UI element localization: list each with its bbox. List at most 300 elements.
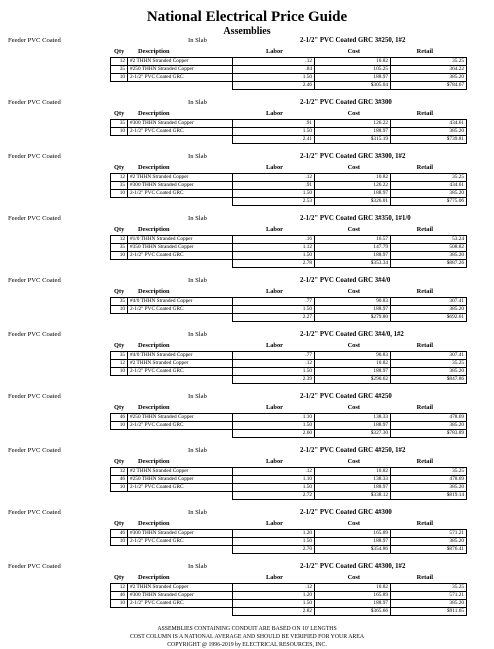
cell-retail: 385.20 [391, 484, 467, 492]
table-row [111, 58, 467, 66]
table-row [111, 360, 467, 368]
column-header-labor: Labor [265, 110, 283, 117]
column-headers [0, 47, 494, 57]
total-cost: $365.66 [315, 608, 391, 616]
column-header-qty: Qty [114, 48, 125, 55]
total-labor: 2.82 [233, 608, 315, 616]
section-location: In Slab [188, 99, 207, 106]
column-headers [0, 287, 494, 297]
column-header-cost: Cost [347, 110, 360, 117]
cell-retail: 35.25 [391, 468, 467, 476]
cell-qty: 12 [111, 584, 128, 592]
total-row [111, 430, 467, 438]
cell-labor: 1.50 [233, 74, 315, 82]
column-headers [0, 341, 494, 351]
column-header-qty: Qty [114, 164, 125, 171]
total-retail: $775.06 [391, 198, 467, 206]
table-row [111, 600, 467, 608]
cell-cost: 188.97 [315, 422, 391, 430]
cell-retail: 385.20 [391, 306, 467, 314]
column-header-cost: Cost [347, 288, 360, 295]
cell-labor: 1.12 [233, 244, 315, 252]
cell-cost: 188.97 [315, 190, 391, 198]
total-labor: 2.46 [233, 82, 315, 90]
blank-cell [111, 492, 128, 500]
cell-cost: 90.83 [315, 352, 391, 360]
cell-retail: 385.20 [391, 128, 467, 136]
section-phase: Feeder PVC Coated [8, 331, 61, 338]
blank-cell [128, 546, 233, 554]
section-phase: Feeder PVC Coated [8, 277, 61, 284]
cell-description: 2-1/2" PVC Coated GRC [128, 422, 233, 430]
blank-cell [128, 492, 233, 500]
cell-description: #2 THHN Stranded Copper [128, 468, 233, 476]
assembly-items-table [110, 173, 467, 206]
blank-cell [128, 198, 233, 206]
total-row [111, 492, 467, 500]
column-header-description: Description [138, 458, 170, 465]
section-location: In Slab [188, 563, 207, 570]
cell-description: #4/0 THHN Stranded Copper [128, 298, 233, 306]
section-phase: Feeder PVC Coated [8, 509, 61, 516]
section-assembly-title: 2-1/2" PVC Coated GRC 4#300 [300, 509, 392, 516]
cell-labor: 1.20 [233, 592, 315, 600]
column-header-cost: Cost [347, 226, 360, 233]
cell-qty: 12 [111, 236, 128, 244]
blank-cell [128, 82, 233, 90]
section-location: In Slab [188, 153, 207, 160]
column-header-description: Description [138, 48, 170, 55]
cell-description: #2 THHN Stranded Copper [128, 58, 233, 66]
cell-retail: 434.61 [391, 120, 467, 128]
section-phase: Feeder PVC Coated [8, 563, 61, 570]
cell-qty: 46 [111, 592, 128, 600]
cell-labor: 1.50 [233, 538, 315, 546]
total-cost: $279.80 [315, 314, 391, 322]
column-headers [0, 519, 494, 529]
cell-qty: 46 [111, 414, 128, 422]
cell-description: 2-1/2" PVC Coated GRC [128, 600, 233, 608]
section-assembly-title: 2-1/2" PVC Coated GRC 3#300 [300, 99, 392, 106]
cell-description: 2-1/2" PVC Coated GRC [128, 190, 233, 198]
total-row [111, 260, 467, 268]
blank-cell [111, 430, 128, 438]
cell-qty: 10 [111, 252, 128, 260]
cell-qty: 46 [111, 476, 128, 484]
footer-line: COPYRIGHT @ 1996-2019 by ELECTRICAL RESOURCES, INC. [167, 642, 327, 648]
table-row [111, 414, 467, 422]
cell-cost: 147.79 [315, 244, 391, 252]
column-header-retail: Retail [416, 110, 433, 117]
page-footer [0, 625, 494, 649]
column-header-labor: Labor [265, 574, 283, 581]
column-header-description: Description [138, 404, 170, 411]
cell-retail: 385.20 [391, 538, 467, 546]
cell-qty: 35 [111, 182, 128, 190]
cell-cost: 188.97 [315, 484, 391, 492]
column-header-retail: Retail [416, 574, 433, 581]
cell-cost: 126.22 [315, 120, 391, 128]
total-row [111, 608, 467, 616]
assembly-items-table [110, 57, 467, 90]
cell-labor: 1.50 [233, 252, 315, 260]
cell-retail: 385.20 [391, 190, 467, 198]
cell-retail: 53.24 [391, 236, 467, 244]
assembly-items-table [110, 297, 467, 322]
cell-labor: .91 [233, 120, 315, 128]
section-phase: Feeder PVC Coated [8, 393, 61, 400]
assembly-section [0, 213, 494, 275]
section-header [0, 445, 494, 456]
assembly-section [0, 97, 494, 151]
section-assembly-title: 2-1/2" PVC Coated GRC 3#350, 1#1/0 [300, 215, 411, 222]
column-header-cost: Cost [347, 574, 360, 581]
cell-description: #350 THHN Stranded Copper [128, 244, 233, 252]
column-header-labor: Labor [265, 520, 283, 527]
column-header-description: Description [138, 342, 170, 349]
column-headers [0, 457, 494, 467]
footer-line: ASSEMBLIES CONTAINING CONDUIT ARE BASED ON 10' LENGTHS [157, 626, 337, 632]
cell-description: 2-1/2" PVC Coated GRC [128, 252, 233, 260]
table-row [111, 368, 467, 376]
cell-labor: .12 [233, 360, 315, 368]
column-header-retail: Retail [416, 164, 433, 171]
cell-retail: 385.20 [391, 422, 467, 430]
total-cost: $353.34 [315, 260, 391, 268]
cell-description: #2 THHN Stranded Copper [128, 174, 233, 182]
cell-retail: 364.22 [391, 66, 467, 74]
cell-retail: 307.41 [391, 298, 467, 306]
cell-cost: 10.82 [315, 360, 391, 368]
section-header [0, 329, 494, 340]
column-header-description: Description [138, 110, 170, 117]
cell-labor: .12 [233, 468, 315, 476]
table-row [111, 190, 467, 198]
cell-retail: 434.61 [391, 182, 467, 190]
section-location: In Slab [188, 37, 207, 44]
section-location: In Slab [188, 215, 207, 222]
table-row [111, 174, 467, 182]
cell-description: #4/0 THHN Stranded Copper [128, 352, 233, 360]
total-cost: $354.86 [315, 546, 391, 554]
column-header-description: Description [138, 574, 170, 581]
cell-qty: 10 [111, 74, 128, 82]
cell-retail: 385.20 [391, 74, 467, 82]
assembly-section [0, 507, 494, 561]
table-row [111, 120, 467, 128]
column-header-qty: Qty [114, 520, 125, 527]
section-header [0, 507, 494, 518]
cell-labor: .77 [233, 298, 315, 306]
column-header-qty: Qty [114, 288, 125, 295]
total-labor: 2.27 [233, 314, 315, 322]
blank-cell [111, 608, 128, 616]
cell-labor: 1.50 [233, 600, 315, 608]
total-row [111, 546, 467, 554]
section-phase: Feeder PVC Coated [8, 447, 61, 454]
blank-cell [111, 376, 128, 384]
cell-cost: 10.82 [315, 468, 391, 476]
cell-retail: 478.69 [391, 414, 467, 422]
section-header [0, 391, 494, 402]
column-header-labor: Labor [265, 404, 283, 411]
cell-labor: .84 [233, 66, 315, 74]
total-row [111, 82, 467, 90]
table-row [111, 182, 467, 190]
cell-retail: 478.69 [391, 476, 467, 484]
cell-description: #1/0 THHN Stranded Copper [128, 236, 233, 244]
column-header-retail: Retail [416, 288, 433, 295]
section-assembly-title: 2-1/2" PVC Coated GRC 3#300, 1#2 [300, 153, 406, 160]
page-subtitle: Assemblies [223, 26, 271, 37]
column-header-cost: Cost [347, 164, 360, 171]
section-header [0, 561, 494, 572]
cell-qty: 12 [111, 360, 128, 368]
blank-cell [128, 376, 233, 384]
column-header-retail: Retail [416, 342, 433, 349]
table-row [111, 468, 467, 476]
cell-qty: 10 [111, 128, 128, 136]
assembly-items-table [110, 119, 467, 144]
section-location: In Slab [188, 277, 207, 284]
cell-cost: 10.82 [315, 58, 391, 66]
cell-description: 2-1/2" PVC Coated GRC [128, 128, 233, 136]
total-retail: $911.65 [391, 608, 467, 616]
section-header [0, 213, 494, 224]
cell-cost: 105.25 [315, 66, 391, 74]
cell-labor: 1.50 [233, 306, 315, 314]
cell-labor: 1.50 [233, 484, 315, 492]
table-row [111, 592, 467, 600]
blank-cell [111, 260, 128, 268]
cell-labor: .12 [233, 58, 315, 66]
cell-qty: 10 [111, 538, 128, 546]
column-header-labor: Labor [265, 458, 283, 465]
cell-labor: 1.50 [233, 368, 315, 376]
total-cost: $327.30 [315, 430, 391, 438]
column-header-qty: Qty [114, 226, 125, 233]
total-cost: $338.12 [315, 492, 391, 500]
total-row [111, 314, 467, 322]
table-row [111, 484, 467, 492]
blank-cell [128, 136, 233, 144]
column-header-cost: Cost [347, 458, 360, 465]
table-row [111, 476, 467, 484]
total-labor: 2.60 [233, 430, 315, 438]
total-labor: 2.70 [233, 546, 315, 554]
cell-cost: 188.97 [315, 600, 391, 608]
cell-retail: 385.20 [391, 600, 467, 608]
blank-cell [128, 314, 233, 322]
cell-cost: 188.97 [315, 252, 391, 260]
column-header-cost: Cost [347, 48, 360, 55]
column-header-qty: Qty [114, 342, 125, 349]
section-assembly-title: 2-1/2" PVC Coated GRC 4#300, 1#2 [300, 563, 406, 570]
cell-description: 2-1/2" PVC Coated GRC [128, 74, 233, 82]
section-phase: Feeder PVC Coated [8, 99, 61, 106]
cell-cost: 138.33 [315, 414, 391, 422]
table-row [111, 352, 467, 360]
cell-retail: 307.41 [391, 352, 467, 360]
cell-description: #300 THHN Stranded Copper [128, 592, 233, 600]
cell-labor: .12 [233, 584, 315, 592]
table-row [111, 538, 467, 546]
blank-cell [128, 608, 233, 616]
assembly-items-table [110, 583, 467, 616]
total-labor: 2.39 [233, 376, 315, 384]
total-labor: 2.53 [233, 198, 315, 206]
section-assembly-title: 2-1/2" PVC Coated GRC 3#250, 1#2 [300, 37, 406, 44]
assembly-section [0, 151, 494, 213]
cell-cost: 10.82 [315, 174, 391, 182]
table-row [111, 252, 467, 260]
cell-labor: 1.50 [233, 422, 315, 430]
cell-description: #300 THHN Stranded Copper [128, 182, 233, 190]
cell-cost: 188.97 [315, 538, 391, 546]
total-cost: $326.01 [315, 198, 391, 206]
total-retail: $783.89 [391, 430, 467, 438]
blank-cell [111, 82, 128, 90]
assembly-items-table [110, 351, 467, 384]
table-row [111, 66, 467, 74]
blank-cell [111, 198, 128, 206]
section-phase: Feeder PVC Coated [8, 153, 61, 160]
column-headers [0, 109, 494, 119]
column-headers [0, 573, 494, 583]
cell-description: 2-1/2" PVC Coated GRC [128, 484, 233, 492]
section-location: In Slab [188, 393, 207, 400]
cell-retail: 35.25 [391, 174, 467, 182]
cell-cost: 188.97 [315, 74, 391, 82]
cell-labor: 1.20 [233, 530, 315, 538]
section-location: In Slab [188, 447, 207, 454]
blank-cell [128, 430, 233, 438]
cell-description: #300 THHN Stranded Copper [128, 120, 233, 128]
section-phase: Feeder PVC Coated [8, 37, 61, 44]
cell-description: #250 THHN Stranded Copper [128, 476, 233, 484]
column-header-qty: Qty [114, 110, 125, 117]
cell-retail: 385.20 [391, 252, 467, 260]
cell-cost: 165.89 [315, 592, 391, 600]
total-retail: $847.86 [391, 376, 467, 384]
cell-labor: .91 [233, 182, 315, 190]
total-retail: $784.67 [391, 82, 467, 90]
total-labor: 2.78 [233, 260, 315, 268]
table-row [111, 306, 467, 314]
cell-cost: 138.33 [315, 476, 391, 484]
table-row [111, 530, 467, 538]
blank-cell [111, 136, 128, 144]
column-header-qty: Qty [114, 458, 125, 465]
cell-qty: 12 [111, 58, 128, 66]
assembly-section [0, 561, 494, 623]
cell-labor: 1.50 [233, 190, 315, 198]
cell-cost: 188.97 [315, 368, 391, 376]
cell-cost: 188.97 [315, 306, 391, 314]
column-header-labor: Labor [265, 288, 283, 295]
cell-retail: 35.25 [391, 58, 467, 66]
column-headers [0, 163, 494, 173]
cell-retail: 35.25 [391, 584, 467, 592]
table-row [111, 236, 467, 244]
blank-cell [111, 546, 128, 554]
column-header-retail: Retail [416, 458, 433, 465]
column-header-qty: Qty [114, 404, 125, 411]
cell-labor: 1.10 [233, 414, 315, 422]
cell-labor: .77 [233, 352, 315, 360]
section-assembly-title: 2-1/2" PVC Coated GRC 3#4/0, 1#2 [300, 331, 404, 338]
column-header-retail: Retail [416, 48, 433, 55]
column-header-description: Description [138, 226, 170, 233]
assembly-items-table [110, 235, 467, 268]
column-header-cost: Cost [347, 342, 360, 349]
cell-qty: 35 [111, 352, 128, 360]
column-header-description: Description [138, 520, 170, 527]
assembly-items-table [110, 529, 467, 554]
cell-qty: 10 [111, 600, 128, 608]
cell-cost: 188.97 [315, 128, 391, 136]
total-retail: $692.61 [391, 314, 467, 322]
cell-qty: 46 [111, 530, 128, 538]
cell-qty: 10 [111, 306, 128, 314]
cell-description: 2-1/2" PVC Coated GRC [128, 538, 233, 546]
cell-cost: 126.22 [315, 182, 391, 190]
assembly-section [0, 35, 494, 97]
cell-description: #2 THHN Stranded Copper [128, 584, 233, 592]
assembly-section [0, 275, 494, 329]
cell-retail: 508.82 [391, 244, 467, 252]
section-header [0, 35, 494, 46]
cell-qty: 12 [111, 174, 128, 182]
total-retail: $819.14 [391, 492, 467, 500]
section-header [0, 275, 494, 286]
section-phase: Feeder PVC Coated [8, 215, 61, 222]
column-header-retail: Retail [416, 226, 433, 233]
section-assembly-title: 2-1/2" PVC Coated GRC 4#250 [300, 393, 392, 400]
cell-retail: 571.21 [391, 592, 467, 600]
footer-line: COST COLUMN IS A NATIONAL AVERAGE AND SHOULD BE VERIFIED FOR YOUR AREA [129, 634, 365, 640]
assembly-items-table [110, 413, 467, 438]
table-row [111, 244, 467, 252]
column-header-labor: Labor [265, 48, 283, 55]
column-headers [0, 403, 494, 413]
cell-qty: 35 [111, 244, 128, 252]
cell-qty: 10 [111, 190, 128, 198]
cell-qty: 35 [111, 120, 128, 128]
cell-description: #300 THHN Stranded Copper [128, 530, 233, 538]
cell-labor: .12 [233, 174, 315, 182]
cell-description: 2-1/2" PVC Coated GRC [128, 368, 233, 376]
assembly-section [0, 329, 494, 391]
section-assembly-title: 2-1/2" PVC Coated GRC 4#250, 1#2 [300, 447, 406, 454]
cell-qty: 10 [111, 368, 128, 376]
column-header-description: Description [138, 288, 170, 295]
assembly-section [0, 391, 494, 445]
cell-qty: 12 [111, 468, 128, 476]
cell-cost: 90.83 [315, 298, 391, 306]
cell-description: #2 THHN Stranded Copper [128, 360, 233, 368]
table-row [111, 422, 467, 430]
section-header [0, 97, 494, 108]
total-cost: $305.04 [315, 82, 391, 90]
cell-qty: 10 [111, 484, 128, 492]
total-retail: $739.81 [391, 136, 467, 144]
section-location: In Slab [188, 331, 207, 338]
table-row [111, 584, 467, 592]
assembly-sections [0, 35, 494, 623]
cell-labor: 1.50 [233, 128, 315, 136]
column-header-description: Description [138, 164, 170, 171]
